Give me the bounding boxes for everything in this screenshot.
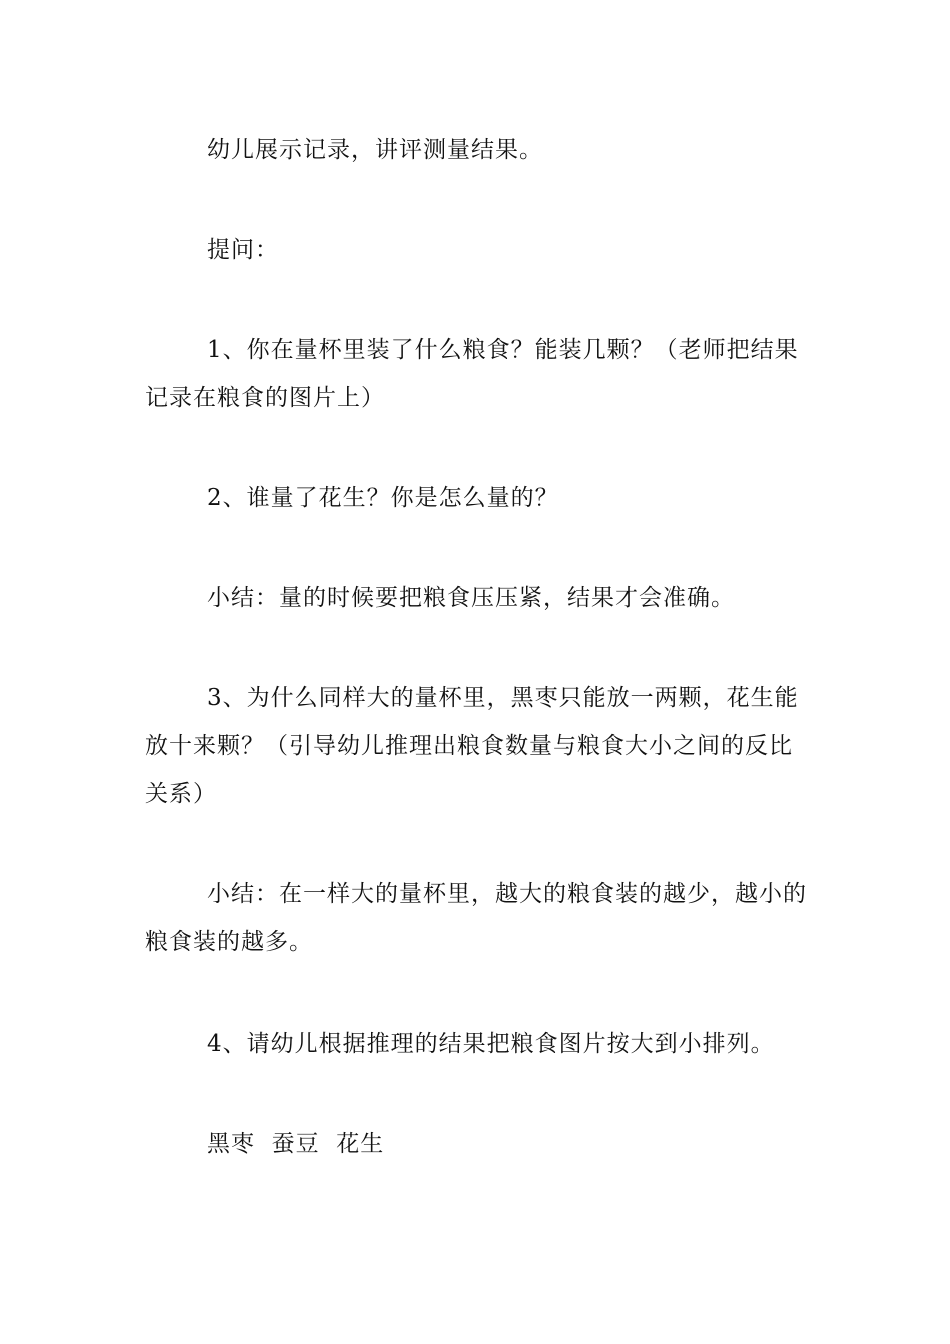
paragraph-question-1: 1、你在量杯里装了什么粮食？能装几颗？（老师把结果记录在粮食的图片上）	[145, 337, 799, 411]
paragraph-questions-heading: 提问：	[207, 237, 279, 263]
paragraph-question-2: 2、谁量了花生？你是怎么量的？	[207, 485, 559, 511]
paragraph-summary-2: 小结：在一样大的量杯里，越大的粮食装的越少，越小的粮食装的越多。	[145, 881, 807, 955]
paragraph-grain-order: 黑枣 蚕豆 花生	[207, 1131, 385, 1157]
paragraph-question-3: 3、为什么同样大的量杯里，黑枣只能放一两颗，花生能放十来颗？（引导幼儿推理出粮食数量与粮食大小之间的反比关系）	[145, 685, 799, 807]
paragraph-summary-1: 小结：量的时候要把粮食压压紧，结果才会准确。	[207, 585, 735, 611]
paragraph-show-records: 幼儿展示记录，讲评测量结果。	[207, 137, 543, 163]
paragraph-question-4: 4、请幼儿根据推理的结果把粮食图片按大到小排列。	[207, 1031, 775, 1057]
